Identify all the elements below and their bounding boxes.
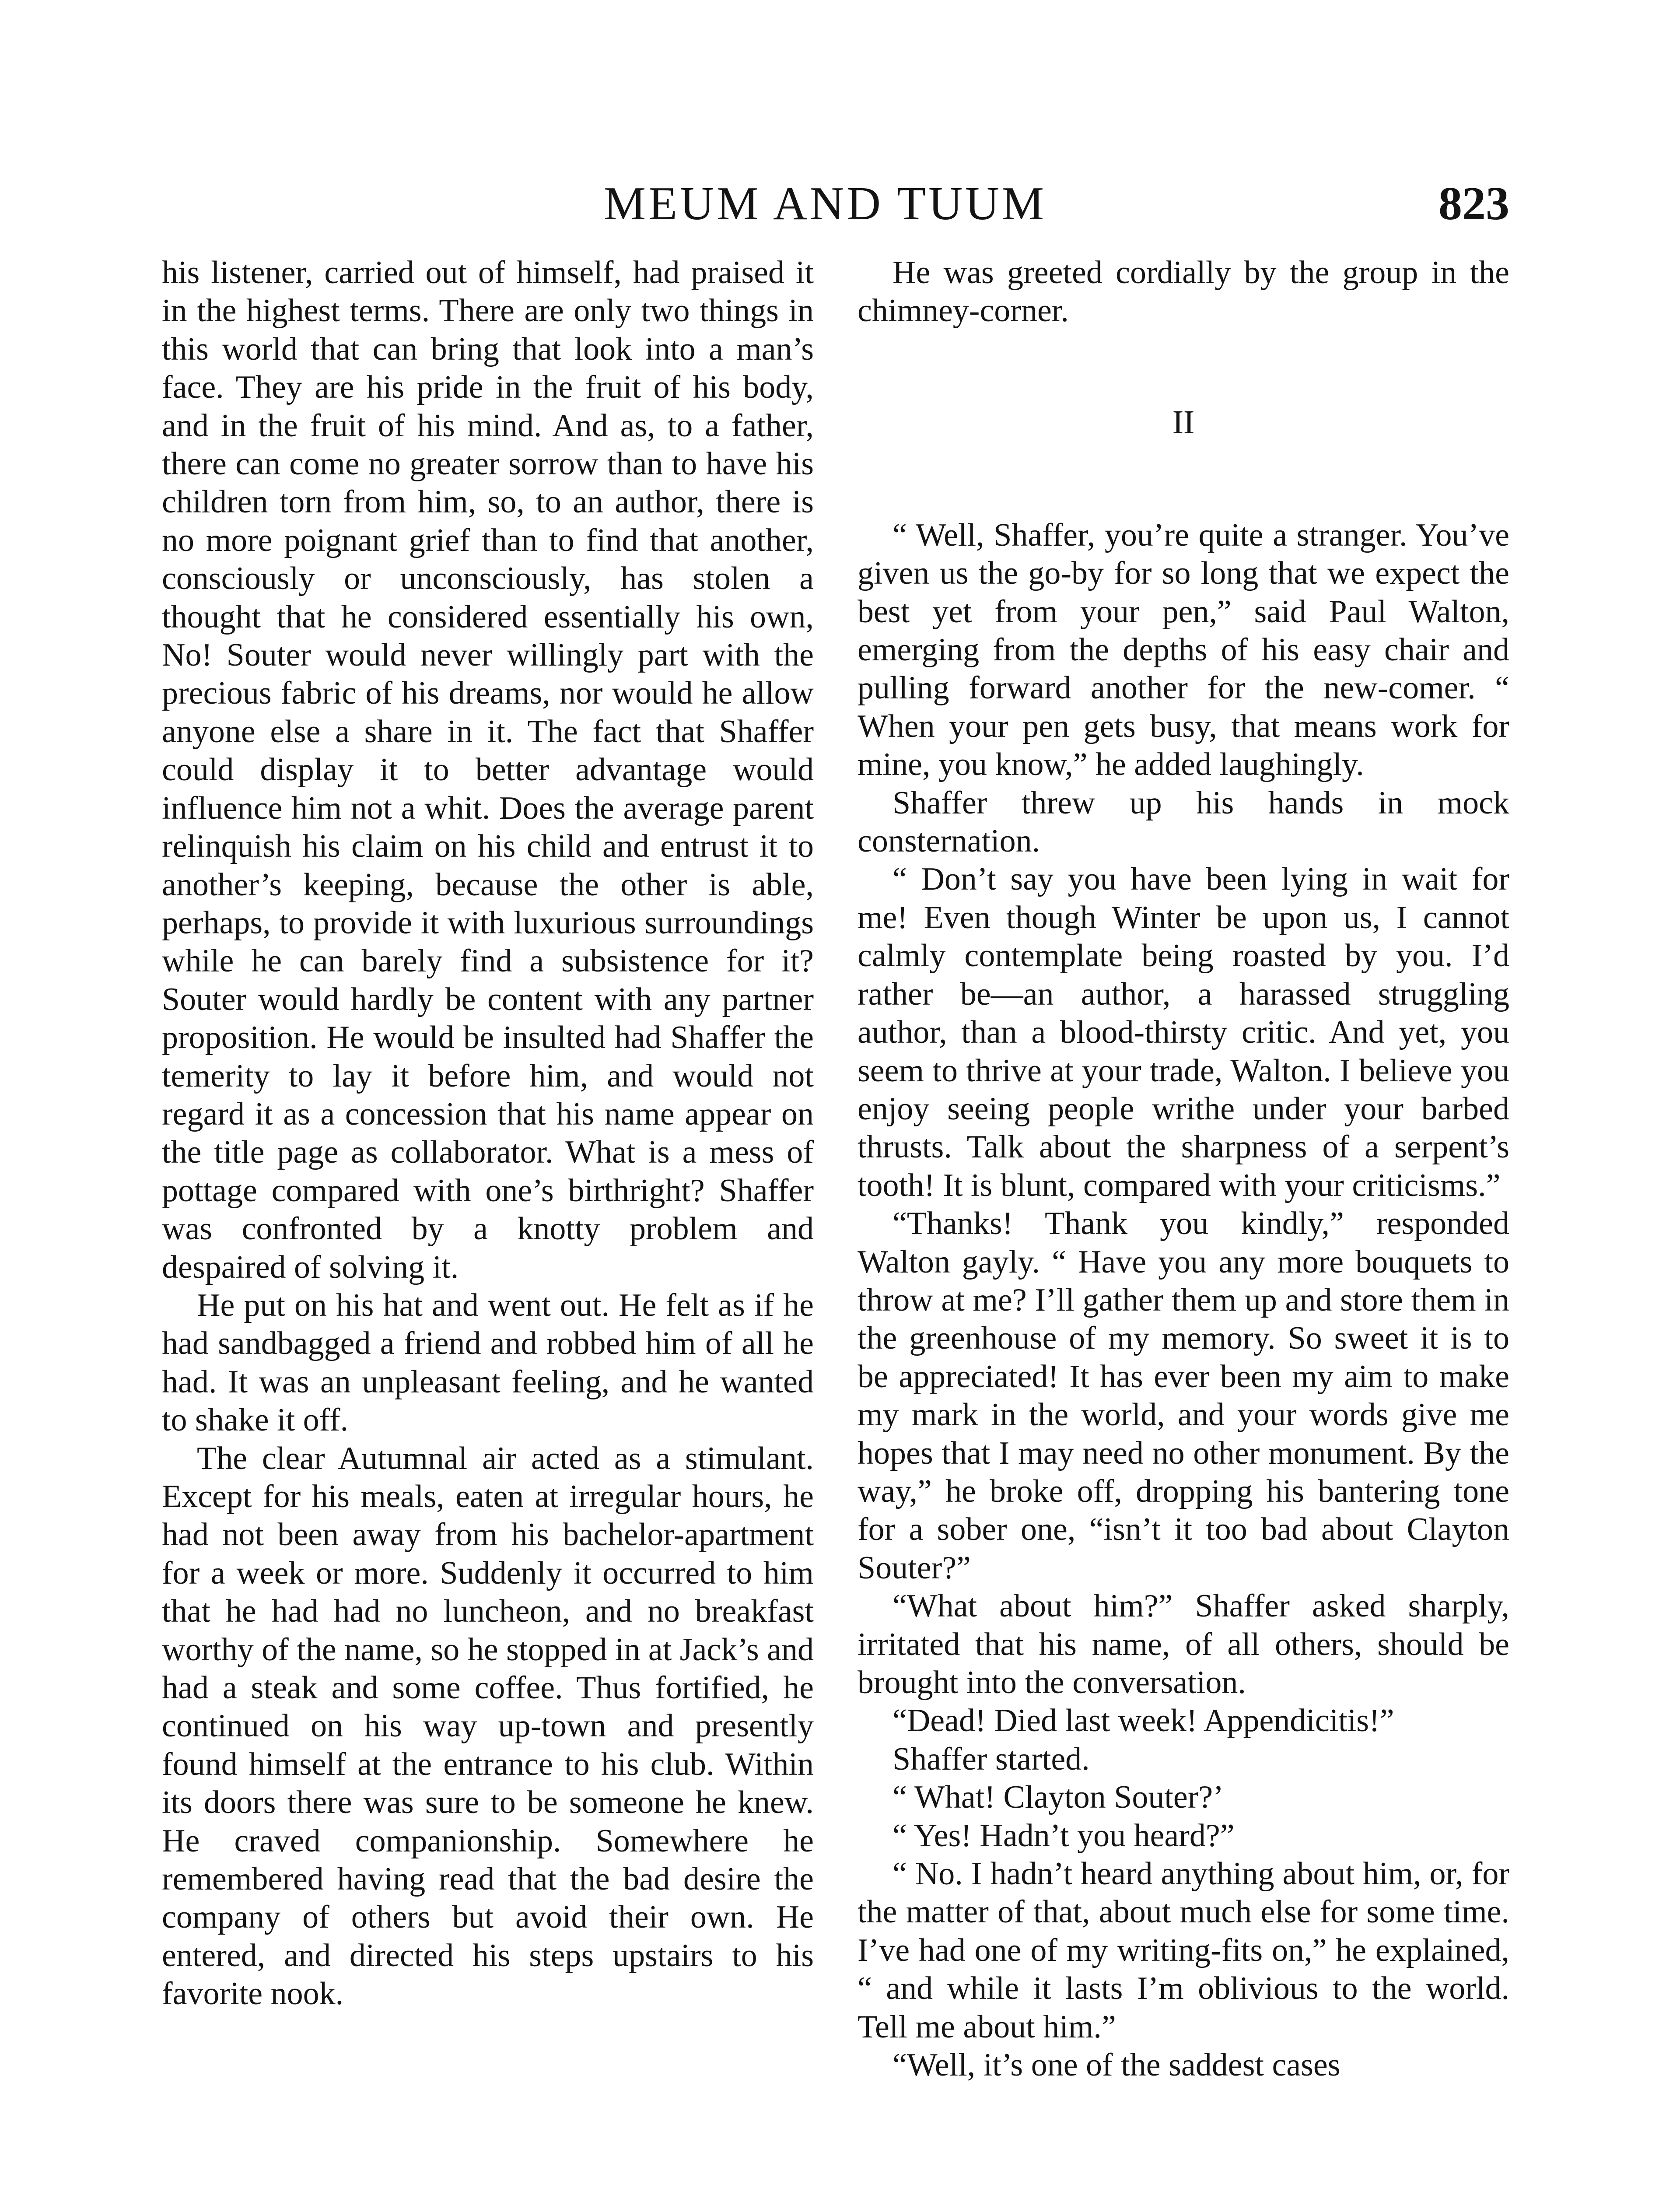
paragraph: “Thanks! Thank you kindly,” responded Walton gayly. “ Have you any more bouquets to throw at me? I’ll gather them up and store them in the greenhouse of my memory. So sweet it is to be appreciated! It has ever been my aim to make my mark in the world, and your words give me hopes that I may need no other monument. By the way,” he broke off, dropping his bantering tone for a sober one, “isn’t it too bad about Clayton Souter?” bbox=[858, 1206, 1509, 1586]
paragraph: “ Yes! Hadn’t you heard?” bbox=[892, 1817, 1235, 1854]
page-number: 823 bbox=[1438, 178, 1509, 230]
paragraph: He was greeted cordially by the group in the chimney-corner. bbox=[858, 255, 1509, 329]
paragraph: “ What! Clayton Souter?’ bbox=[892, 1779, 1224, 1816]
paragraph: The clear Autumnal air acted as a stimulant. Except for his meals, eaten at irregular hours, he had not been away from his bachelor-apartment for a week or more. Suddenly it occurred to him that he had had no luncheon, and no breakfast worthy of the name, so he stopped in at Jack’s and had a steak and some coffee. Thus fortified, he continued on his way up-town and presently found himself at the entrance to his club. Within its doors there was sure to be someone he knew. He craved companionship. Somewhere he remembered having read that the bad desire the company of others but avoid their own. He entered, and directed his steps upstairs to his favorite nook. bbox=[162, 1440, 814, 2012]
section-numeral: II bbox=[1172, 403, 1195, 441]
paragraph: Shaffer started. bbox=[892, 1741, 1090, 1777]
page-header bbox=[0, 173, 1680, 235]
paragraph: “Well, it’s one of the saddest cases bbox=[892, 2047, 1340, 2083]
running-title: MEUM AND TUUM bbox=[604, 178, 1047, 230]
left-column bbox=[162, 254, 814, 2013]
right-column bbox=[858, 254, 1509, 2084]
paragraph: “What about him?” Shaffer asked sharply, irritated that his name, of all others, should be brought into the conversation. bbox=[858, 1588, 1509, 1701]
paragraph: He put on his hat and went out. He felt as if he had sandbagged a friend and robbed him of all he had. It was an unpleasant feeling, and he wanted to shake it off. bbox=[162, 1287, 814, 1438]
paragraph: his listener, carried out of himself, had praised it in the highest terms. There are only two things in this world that can bring that look into a man’s face. They are his pride in the fruit of his body, and in the fruit of his mind. And as, to a father, there can come no greater sorrow than to have his children torn from him, so, to an author, there is no more poignant grief than to find that another, consciously or unconsciously, has stolen a thought that he considered essentially his own, No! Souter would never willingly part with the precious fabric of his dreams, nor would he allow anyone else a share in it. The fact that Shaffer could display it to better advantage would influence him not a whit. Does the average parent relinquish his claim on his child and entrust it to another’s keeping, because the other is able, perhaps, to provide it with luxurious surroundings while he can barely find a subsistence for it? Souter would hardly be content with any partner proposition. He would be insulted had Shaffer the temerity to lay it before him, and would not regard it as a concession that his name appear on the title page as collaborator. What is a mess of pottage compared with one’s birthright? Shaffer was confronted by a knotty problem and despaired of solving it. bbox=[162, 255, 814, 1285]
paragraph: “ No. I hadn’t heard anything about him, or, for the matter of that, about much else for some time. I’ve had one of my writing-fits on,” he explained, “ and while it lasts I’m oblivious to the world. Tell me about him.” bbox=[858, 1856, 1509, 2045]
paragraph: “ Well, Shaffer, you’re quite a stranger. You’ve given us the go-by for so long that we expect the best yet from your pen,” said Paul Walton, emerging from the depths of his easy chair and pulling forward another for the new-comer. “ When your pen gets busy, that means work for mine, you know,” he added laughingly. bbox=[858, 517, 1509, 783]
paragraph: Shaffer threw up his hands in mock consternation. bbox=[858, 785, 1509, 859]
paragraph: “ Don’t say you have been lying in wait for me! Even though Winter be upon us, I cannot calmly contemplate being roasted by you. I’d rather be—an author, a harassed struggling author, than a blood-thirsty critic. And yet, you seem to thrive at your trade, Walton. I believe you enjoy seeing people writhe under your barbed thrusts. Talk about the sharpness of a serpent’s tooth! It is blunt, compared with your criticisms.” bbox=[858, 861, 1509, 1203]
paragraph: “Dead! Died last week! Appendicitis!” bbox=[892, 1703, 1394, 1739]
